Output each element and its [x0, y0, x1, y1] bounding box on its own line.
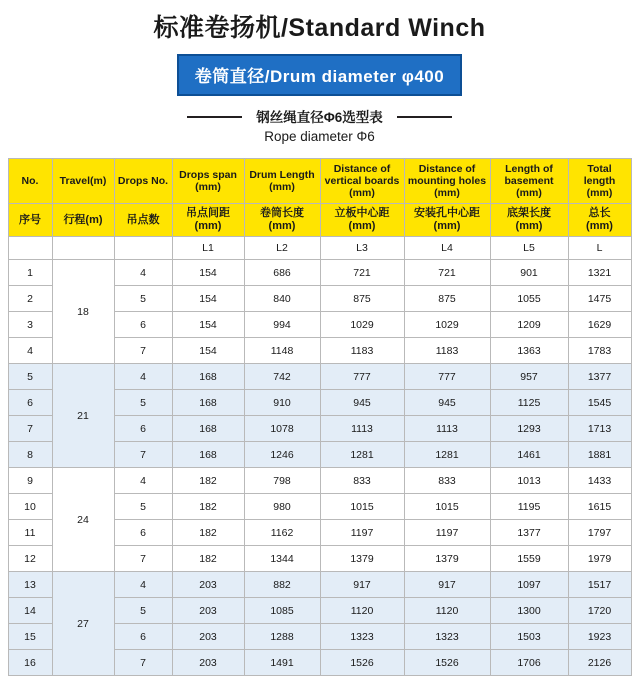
cell-l5: 1055	[490, 286, 568, 312]
cell-drops: 6	[114, 312, 172, 338]
cell-l3: 1029	[320, 312, 404, 338]
header-drum-length-en-l2: (mm)	[269, 181, 295, 193]
header-vertical-boards-en	[320, 159, 404, 204]
cell-no: 8	[8, 442, 52, 468]
cell-l1: 182	[172, 494, 244, 520]
header-mounting-holes-en-l3: (mm)	[434, 187, 460, 199]
cell-no: 6	[8, 390, 52, 416]
cell-l1: 182	[172, 468, 244, 494]
cell-no: 1	[8, 260, 52, 286]
cell-drops: 4	[114, 468, 172, 494]
cell-l3: 721	[320, 260, 404, 286]
cell-drops: 4	[114, 572, 172, 598]
cell-l4: 917	[404, 572, 490, 598]
header-basement-cn-l2: (mm)	[515, 220, 543, 232]
spec-table	[8, 158, 632, 676]
cell-drops: 5	[114, 494, 172, 520]
cell-l4: 1120	[404, 598, 490, 624]
header-no-cn: 序号	[8, 204, 52, 237]
header-drops-no-cn: 吊点数	[114, 204, 172, 237]
cell-l: 1545	[568, 390, 631, 416]
header-vertical-boards-en-l1: Distance of	[333, 163, 391, 175]
cell-drops: 6	[114, 624, 172, 650]
cell-drops: 6	[114, 416, 172, 442]
cell-no: 15	[8, 624, 52, 650]
cell-l: 1713	[568, 416, 631, 442]
cell-travel-group: 21	[52, 364, 114, 468]
cell-l1: 182	[172, 520, 244, 546]
cell-l4: 1015	[404, 494, 490, 520]
cell-l4: 1281	[404, 442, 490, 468]
header-mounting-holes-cn	[404, 204, 490, 237]
rope-text	[256, 108, 383, 146]
cell-l: 1979	[568, 546, 631, 572]
header-drops-span-en-l2: (mm)	[195, 181, 221, 193]
cell-travel-group: 27	[52, 572, 114, 676]
cell-l: 1629	[568, 312, 631, 338]
cell-l2: 742	[244, 364, 320, 390]
header-basement-en-l3: (mm)	[516, 187, 542, 199]
cell-l2: 840	[244, 286, 320, 312]
cell-l4: 1113	[404, 416, 490, 442]
cell-l4: 945	[404, 390, 490, 416]
header-travel-cn: 行程(m)	[52, 204, 114, 237]
cell-l2: 1162	[244, 520, 320, 546]
cell-l4: 1197	[404, 520, 490, 546]
label-l1: L1	[172, 237, 244, 260]
cell-l1: 168	[172, 390, 244, 416]
header-total-length-en	[568, 159, 631, 204]
cell-l5: 1377	[490, 520, 568, 546]
cell-l: 1433	[568, 468, 631, 494]
header-mounting-holes-en-l1: Distance of	[418, 163, 476, 175]
header-total-length-en-l3: (mm)	[586, 187, 613, 199]
cell-drops: 5	[114, 598, 172, 624]
cell-l4: 833	[404, 468, 490, 494]
cell-l: 1475	[568, 286, 631, 312]
header-mounting-holes-cn-l2: (mm)	[433, 220, 461, 232]
cell-l: 1615	[568, 494, 631, 520]
cell-no: 13	[8, 572, 52, 598]
cell-l3: 945	[320, 390, 404, 416]
cell-l5: 1461	[490, 442, 568, 468]
cell-l3: 1197	[320, 520, 404, 546]
cell-l2: 1246	[244, 442, 320, 468]
label-l5: L5	[490, 237, 568, 260]
cell-l3: 1323	[320, 624, 404, 650]
cell-no: 7	[8, 416, 52, 442]
header-total-length-cn	[568, 204, 631, 237]
cell-l4: 721	[404, 260, 490, 286]
page-title: 标准卷扬机/Standard Winch	[153, 14, 486, 42]
header-drops-span-cn	[172, 204, 244, 237]
table-row	[8, 364, 631, 390]
cell-travel-group: 18	[52, 260, 114, 364]
label-row	[8, 237, 631, 260]
cell-l2: 1078	[244, 416, 320, 442]
rope-diameter-note	[0, 108, 639, 146]
cell-l: 1923	[568, 624, 631, 650]
header-drops-no-en: Drops No.	[114, 159, 172, 204]
cell-drops: 5	[114, 390, 172, 416]
cell-l3: 1526	[320, 650, 404, 676]
header-basement-cn	[490, 204, 568, 237]
cell-l1: 203	[172, 624, 244, 650]
header-drum-length-en-l1: Drum Length	[249, 169, 315, 181]
header-total-length-cn-l2: (mm)	[586, 220, 613, 232]
header-vertical-boards-cn-l2: (mm)	[348, 220, 376, 232]
cell-l: 1517	[568, 572, 631, 598]
cell-l: 1720	[568, 598, 631, 624]
cell-l4: 875	[404, 286, 490, 312]
cell-l3: 875	[320, 286, 404, 312]
cell-l3: 833	[320, 468, 404, 494]
cell-l4: 1183	[404, 338, 490, 364]
header-mounting-holes-en-l2: mounting holes	[407, 175, 487, 187]
header-drum-length-en	[244, 159, 320, 204]
cell-l: 1881	[568, 442, 631, 468]
cell-l1: 154	[172, 286, 244, 312]
cell-l2: 910	[244, 390, 320, 416]
cell-no: 10	[8, 494, 52, 520]
cell-no: 3	[8, 312, 52, 338]
cell-drops: 7	[114, 546, 172, 572]
table-row	[8, 572, 631, 598]
header-basement-en	[490, 159, 568, 204]
cell-l5: 1293	[490, 416, 568, 442]
spec-table-body	[8, 159, 631, 676]
cell-l5: 1559	[490, 546, 568, 572]
decorative-line-right	[397, 116, 452, 118]
cell-l: 1797	[568, 520, 631, 546]
label-l4: L4	[404, 237, 490, 260]
cell-l2: 686	[244, 260, 320, 286]
cell-l3: 1379	[320, 546, 404, 572]
cell-l2: 1344	[244, 546, 320, 572]
cell-l: 2126	[568, 650, 631, 676]
label-l2: L2	[244, 237, 320, 260]
cell-l3: 1113	[320, 416, 404, 442]
cell-l2: 1491	[244, 650, 320, 676]
cell-drops: 4	[114, 260, 172, 286]
header-mounting-holes-cn-l1: 安装孔中心距	[414, 207, 480, 219]
cell-no: 14	[8, 598, 52, 624]
cell-drops: 6	[114, 520, 172, 546]
cell-l5: 1125	[490, 390, 568, 416]
cell-l4: 1379	[404, 546, 490, 572]
cell-l2: 1148	[244, 338, 320, 364]
cell-no: 4	[8, 338, 52, 364]
header-drops-span-cn-l1: 吊点间距	[186, 207, 230, 219]
cell-drops: 5	[114, 286, 172, 312]
cell-l: 1321	[568, 260, 631, 286]
header-vertical-boards-en-l3: (mm)	[349, 187, 375, 199]
rope-text-en: Rope diameter Φ6	[264, 129, 375, 144]
header-mounting-holes-en	[404, 159, 490, 204]
cell-l5: 1363	[490, 338, 568, 364]
cell-l2: 980	[244, 494, 320, 520]
subtitle-container	[0, 54, 639, 96]
cell-no: 11	[8, 520, 52, 546]
cell-l5: 1097	[490, 572, 568, 598]
header-vertical-boards-cn-l1: 立板中心距	[334, 207, 390, 219]
cell-l4: 777	[404, 364, 490, 390]
cell-l: 1783	[568, 338, 631, 364]
cell-l5: 1503	[490, 624, 568, 650]
cell-drops: 7	[114, 338, 172, 364]
cell-l: 1377	[568, 364, 631, 390]
cell-l5: 1300	[490, 598, 568, 624]
cell-l1: 182	[172, 546, 244, 572]
cell-l1: 154	[172, 338, 244, 364]
cell-l4: 1323	[404, 624, 490, 650]
cell-drops: 4	[114, 364, 172, 390]
cell-no: 5	[8, 364, 52, 390]
cell-no: 16	[8, 650, 52, 676]
drum-diameter-badge: 卷筒直径/Drum diameter φ400	[177, 54, 462, 96]
cell-l1: 168	[172, 416, 244, 442]
cell-l3: 917	[320, 572, 404, 598]
cell-l4: 1526	[404, 650, 490, 676]
header-drum-length-cn-l1: 卷筒长度	[260, 207, 304, 219]
cell-l1: 168	[172, 364, 244, 390]
header-total-length-cn-l1: 总长	[588, 207, 611, 219]
cell-l1: 154	[172, 312, 244, 338]
header-vertical-boards-en-l2: vertical boards	[324, 175, 400, 187]
header-travel-en: Travel(m)	[52, 159, 114, 204]
header-drops-span-cn-l2: (mm)	[194, 220, 222, 232]
cell-no: 2	[8, 286, 52, 312]
cell-l2: 1288	[244, 624, 320, 650]
cell-l5: 1209	[490, 312, 568, 338]
header-total-length-en-l1: Total	[587, 163, 612, 175]
cell-l5: 1706	[490, 650, 568, 676]
cell-drops: 7	[114, 442, 172, 468]
cell-l5: 957	[490, 364, 568, 390]
header-row-cn	[8, 204, 631, 237]
rope-text-cn: 钢丝绳直径Φ6选型表	[256, 110, 383, 125]
header-drops-span-en	[172, 159, 244, 204]
header-drum-length-cn	[244, 204, 320, 237]
cell-l4: 1029	[404, 312, 490, 338]
cell-l2: 798	[244, 468, 320, 494]
table-row	[8, 260, 631, 286]
label-l: L	[568, 237, 631, 260]
header-vertical-boards-cn	[320, 204, 404, 237]
header-no-en: No.	[8, 159, 52, 204]
cell-l3: 1015	[320, 494, 404, 520]
cell-l3: 1183	[320, 338, 404, 364]
header-drum-length-cn-l2: (mm)	[268, 220, 296, 232]
cell-no: 12	[8, 546, 52, 572]
cell-travel-group: 24	[52, 468, 114, 572]
label-travel	[52, 237, 114, 260]
label-drops-no	[114, 237, 172, 260]
cell-l3: 1281	[320, 442, 404, 468]
label-l3: L3	[320, 237, 404, 260]
header-basement-en-l2: basement	[504, 175, 554, 187]
header-total-length-en-l2: length	[583, 175, 616, 187]
cell-l3: 1120	[320, 598, 404, 624]
header-row-en	[8, 159, 631, 204]
cell-l1: 168	[172, 442, 244, 468]
header-drops-span-en-l1: Drops span	[179, 169, 237, 181]
header-basement-en-l1: Length of	[505, 163, 553, 175]
cell-drops: 7	[114, 650, 172, 676]
cell-l5: 1195	[490, 494, 568, 520]
cell-l5: 1013	[490, 468, 568, 494]
decorative-line-left	[187, 116, 242, 118]
cell-l1: 154	[172, 260, 244, 286]
cell-l1: 203	[172, 572, 244, 598]
cell-l1: 203	[172, 650, 244, 676]
cell-l1: 203	[172, 598, 244, 624]
cell-l2: 994	[244, 312, 320, 338]
cell-no: 9	[8, 468, 52, 494]
label-no	[8, 237, 52, 260]
cell-l2: 1085	[244, 598, 320, 624]
cell-l5: 901	[490, 260, 568, 286]
cell-l3: 777	[320, 364, 404, 390]
cell-l2: 882	[244, 572, 320, 598]
header-basement-cn-l1: 底架长度	[507, 207, 551, 219]
table-row	[8, 468, 631, 494]
